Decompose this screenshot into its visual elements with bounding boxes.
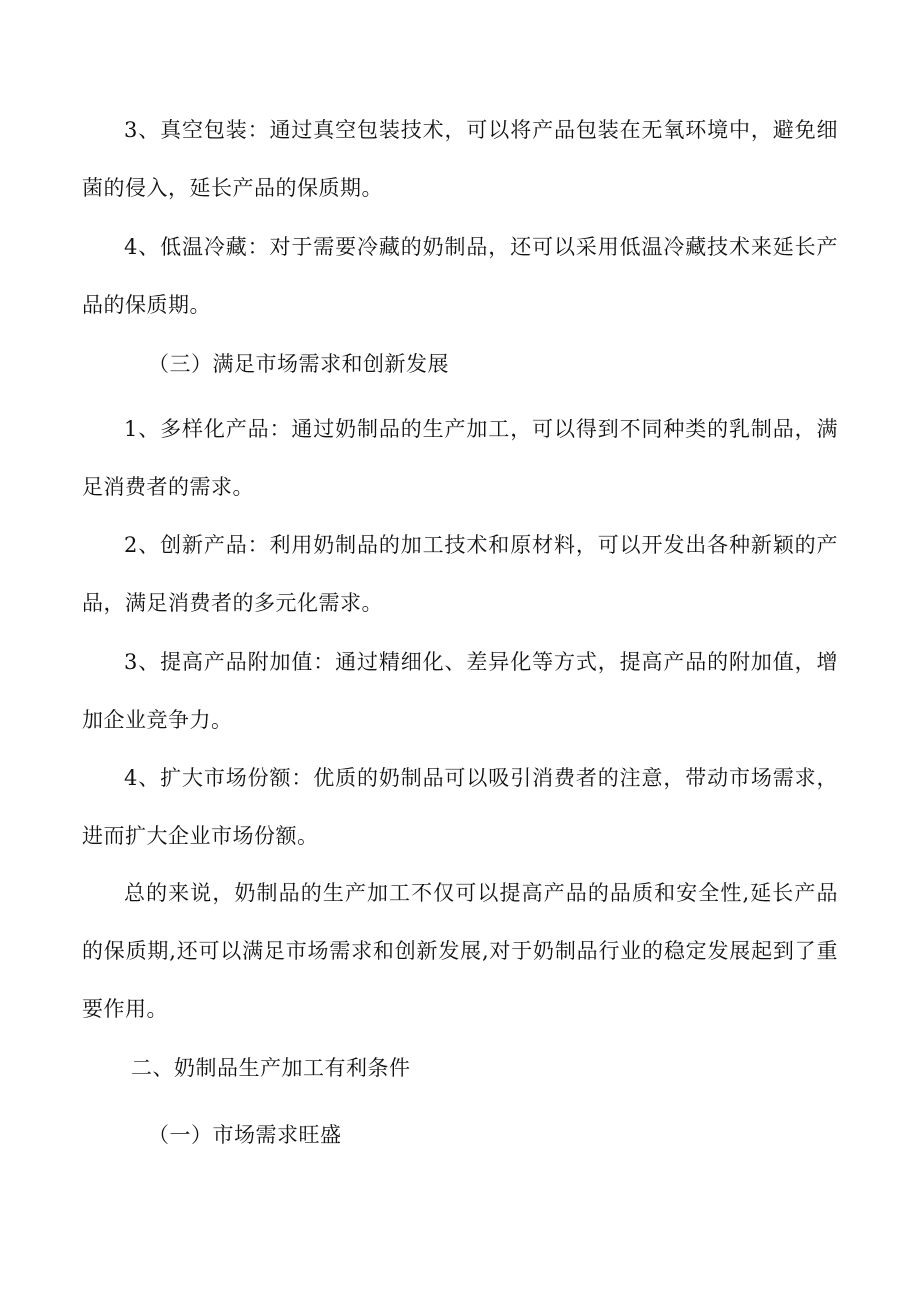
paragraph-market-share: 4、扩大市场份额：优质的奶制品可以吸引消费者的注意，带动市场需求，进而扩大企业市场份额。 — [82, 766, 838, 848]
subheading-strong-demand: （一）市场需求旺盛 — [148, 1123, 342, 1147]
subheading-market-innovation: （三）满足市场需求和创新发展 — [148, 352, 449, 376]
paragraph-summary: 总的来说，奶制品的生产加工不仅可以提高产品的品质和安全性,延长产品的保质期,还可以满足市场需求和创新发展,对于奶制品行业的稳定发展起到了重要作用。 — [82, 881, 838, 1021]
paragraph-innovative-products: 2、创新产品：利用奶制品的加工技术和原材料，可以开发出各种新颖的产品，满足消费者的多元化需求。 — [82, 533, 838, 615]
paragraph-diversified-products: 1、多样化产品：通过奶制品的生产加工，可以得到不同种类的乳制品，满足消费者的需求。 — [82, 417, 838, 499]
section-heading-favorable-conditions: 二、奶制品生产加工有利条件 — [131, 1056, 411, 1080]
paragraph-added-value: 3、提高产品附加值：通过精细化、差异化等方式，提高产品的附加值，增加企业竞争力。 — [82, 650, 838, 732]
paragraph-vacuum-packaging: 3、真空包装：通过真空包装技术，可以将产品包装在无氧环境中，避免细菌的侵入，延长产品的保质期。 — [82, 118, 838, 200]
paragraph-cold-storage: 4、低温冷藏：对于需要冷藏的奶制品，还可以采用低温冷藏技术来延长产品的保质期。 — [82, 235, 838, 317]
